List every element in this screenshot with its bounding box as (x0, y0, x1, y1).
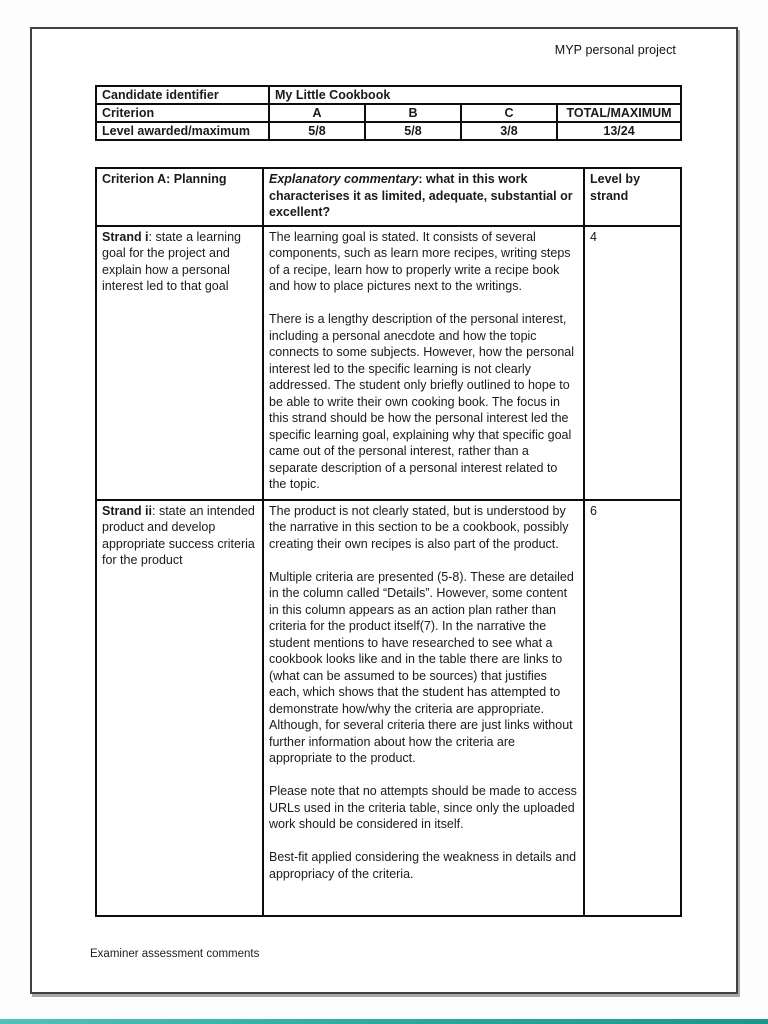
table-row (96, 104, 681, 122)
strand-ii-label-rest: : state an intended product and develop appropriate success criteria for the product (102, 503, 255, 567)
strand-i-label: Strand i (102, 229, 149, 244)
level-value-total: 13/24 (557, 122, 681, 140)
criterion-column-a: A (269, 104, 365, 122)
level-value-c: 3/8 (461, 122, 557, 140)
table-header-row (96, 168, 681, 226)
commentary-header (263, 168, 584, 226)
strand-i-label-rest: : state a learning goal for the project and explain how a personal interest led to that goal (102, 229, 241, 293)
strand-i-commentary (263, 226, 584, 500)
commentary-paragraph: The product is not clearly stated, but is understood by the narrative in this section to be a cookbook, possibly creating their own recipes is also part of the product. (269, 503, 569, 551)
strand-ii-row (96, 500, 681, 916)
document-page (30, 27, 738, 994)
table-row (96, 122, 681, 140)
viewer-accent-bar (0, 1019, 768, 1024)
criterion-column-total: TOTAL/MAXIMUM (557, 104, 681, 122)
level-awarded-label: Level awarded/maximum (96, 122, 269, 140)
commentary-paragraph: There is a lengthy description of the personal interest, including a personal anecdote and how the topic connects to some subjects. However, how the personal interest led to the specific learning is not clearly addressed. The student only briefly outlined to hope to be able to write their own cooking book. The focus in this strand should be how the personal interest led the specific learning goal, explaining why that specific goal came out of the personal interest, rather than a separate description of a personal interest related to the topic. (269, 312, 575, 491)
table-row (96, 86, 681, 104)
criterion-column-c: C (461, 104, 557, 122)
strand-i-level: 4 (584, 226, 681, 500)
commentary-paragraph: Multiple criteria are presented (5-8). These are detailed in the column called “Details”. However, some content in this column appears as an action plan rather than criteria for the product itself(7). In the narrative the student mentions to have researched to see what a cookbook looks like and in the table there are links to (what can be assumed to be sources) that justifies each, which shows that the student has attempted to demonstrate how/why the criteria are appropriate. Although, for several criteria there are just links without further information about how the criteria are appropriate to the product. (269, 569, 574, 765)
commentary-header-rest: : what in this work characterises it as limited, adequate, substantial or excellent? (269, 172, 573, 219)
strand-i-descriptor (96, 226, 263, 500)
candidate-identifier-label: Candidate identifier (96, 86, 269, 104)
document-header-title: MYP personal project (554, 43, 676, 57)
criterion-a-header: Criterion A: Planning (96, 168, 263, 226)
strand-ii-commentary (263, 500, 584, 916)
strand-ii-label: Strand ii (102, 503, 153, 518)
level-value-a: 5/8 (269, 122, 365, 140)
commentary-paragraph: The learning goal is stated. It consists of several components, such as learn more recipes, writing steps of a recipe, learn how to properly write a recipe book and how to place pictures next to the writings. (269, 229, 571, 293)
strand-ii-descriptor (96, 500, 263, 916)
commentary-paragraph: Best-fit applied considering the weakness in details and appropriacy of the criteria. (269, 850, 577, 881)
commentary-paragraph: Please note that no attempts should be made to access URLs used in the criteria table, since only the uploaded work should be considered in itself. (269, 784, 577, 831)
score-summary-table (95, 85, 682, 141)
level-by-strand-header: Level by strand (584, 168, 681, 226)
examiner-comments-label: Examiner assessment comments (90, 948, 260, 960)
criterion-row-label: Criterion (96, 104, 269, 122)
level-value-b: 5/8 (365, 122, 461, 140)
strand-i-row (96, 226, 681, 500)
commentary-header-italic: Explanatory commentary (269, 172, 419, 186)
criterion-a-assessment-table (95, 167, 682, 917)
criterion-column-b: B (365, 104, 461, 122)
candidate-identifier-value: My Little Cookbook (269, 86, 681, 104)
strand-ii-level: 6 (584, 500, 681, 916)
